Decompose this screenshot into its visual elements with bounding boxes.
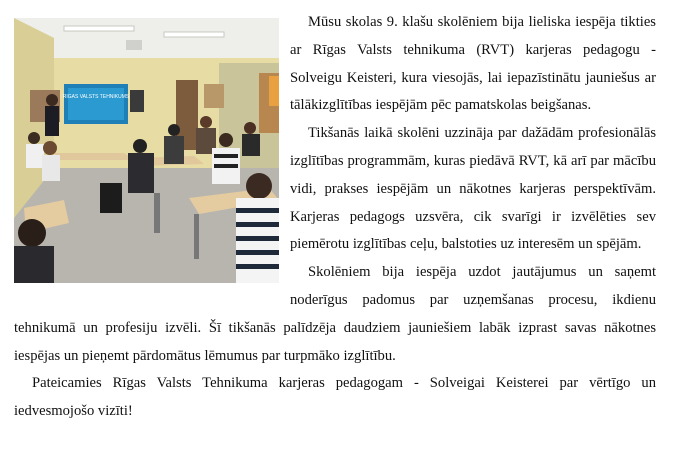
photo-float-spacer — [14, 9, 290, 294]
article-text — [14, 9, 656, 426]
paragraph-1: Mūsu skolas 9. klašu skolēniem bija lieliska iespēja tikties ar Rīgas Valsts tehnikuma (RVT) karjeras pedagogu - Solveigu Keisteri, kura viesojās, lai iepazīstinātu jauniešus ar tālākizglītības iespējām pēc pamatskolas beigšanas. — [290, 14, 656, 114]
paragraph-2: Tikšanās laikā skolēni uzzināja par dažādām profesionālās izglītības programmām, kuras piedāvā RVT, kā arī par mācību vidi, prakses iespējām un nākotnes karjeras perspektīvām. Karjeras pedagogs uzsvēra, cik svarīgi ir izvēlēties sev piemērotu izglītības ceļu, balstoties uz interesēm un spējām. — [290, 125, 656, 253]
paragraph-3: Skolēniem bija iespēja uzdot jautājumus un saņemt noderīgus padomus par uzņemšanas procesu, ikdienu tehnikumā un profesiju izvēli. Šī tikšanās palīdzēja daudziem jauniešiem labāk izprast savas nākotnes iespējas un pieņemt pārdomātus lēmumus par turpmāko izglītību. — [14, 264, 656, 364]
paragraph-4: Pateicamies Rīgas Valsts Tehnikuma karjeras pedagogam - Solveigai Keisterei par vērtīgo un iedvesmojošo vizīti! — [14, 375, 656, 420]
screen-text: RIGAS VALSTS TEHNIKUMS — [62, 94, 130, 100]
